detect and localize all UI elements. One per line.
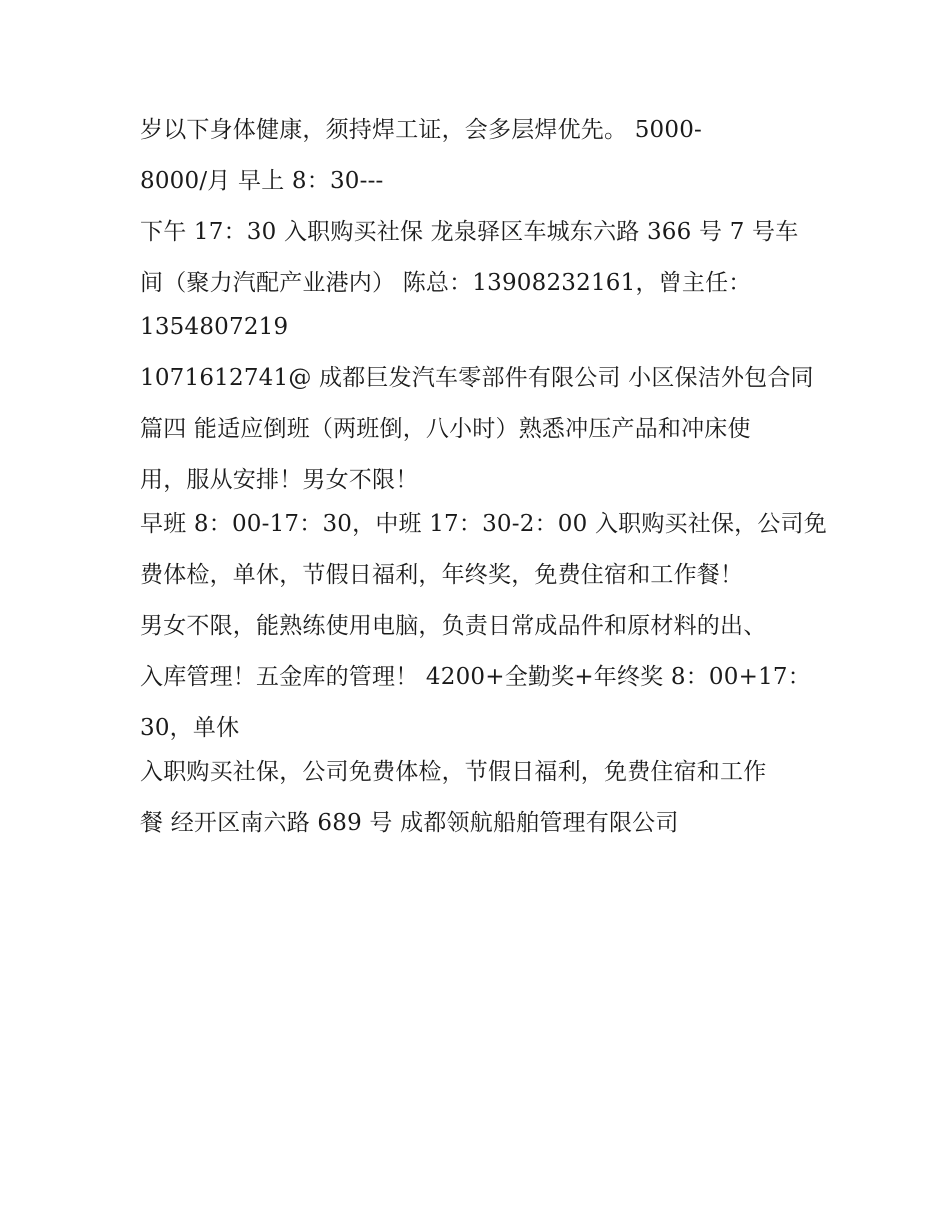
document-body [140,108,827,852]
text-line-7: 篇四 能适应倒班（两班倒，八小时）熟悉冲压产品和冲床使 [140,416,751,442]
text-line-15: 餐 经开区南六路 689 号 成都领航船舶管理有限公司 [140,810,679,836]
text-line-10: 费体检，单休，节假日福利，年终奖，免费住宿和工作餐！ [140,562,744,588]
text-line-3: 下午 17：30 入职购买社保 龙泉驿区车城东六路 366 号 7 号车 [140,219,799,245]
text-line-2: 8000/月 早上 8：30--- [140,168,384,194]
text-line-9: 早班 8：00-17：30，中班 17：30-2：00 入职购买社保，公司免 [140,511,827,537]
text-line-11: 男女不限，能熟练使用电脑，负责日常成品件和原材料的出、 [140,613,767,639]
text-line-8: 用，服从安排！男女不限！ [140,467,419,493]
text-line-14: 入职购买社保，公司免费体检，节假日福利，免费住宿和工作 [140,759,767,785]
text-line-1: 岁以下身体健康，须持焊工证，会多层焊优先。 5000- [140,117,703,143]
text-line-6: 1071612741@ 成都巨发汽车零部件有限公司 小区保洁外包合同 [140,365,814,391]
text-line-12: 入库管理！五金库的管理！ 4200+全勤奖+年终奖 8：00+17： [140,664,811,690]
text-line-4: 间（聚力汽配产业港内） 陈总：13908232161，曾主任： [140,270,752,296]
text-line-5: 1354807219 [140,314,289,340]
text-line-13: 30，单休 [140,715,240,741]
